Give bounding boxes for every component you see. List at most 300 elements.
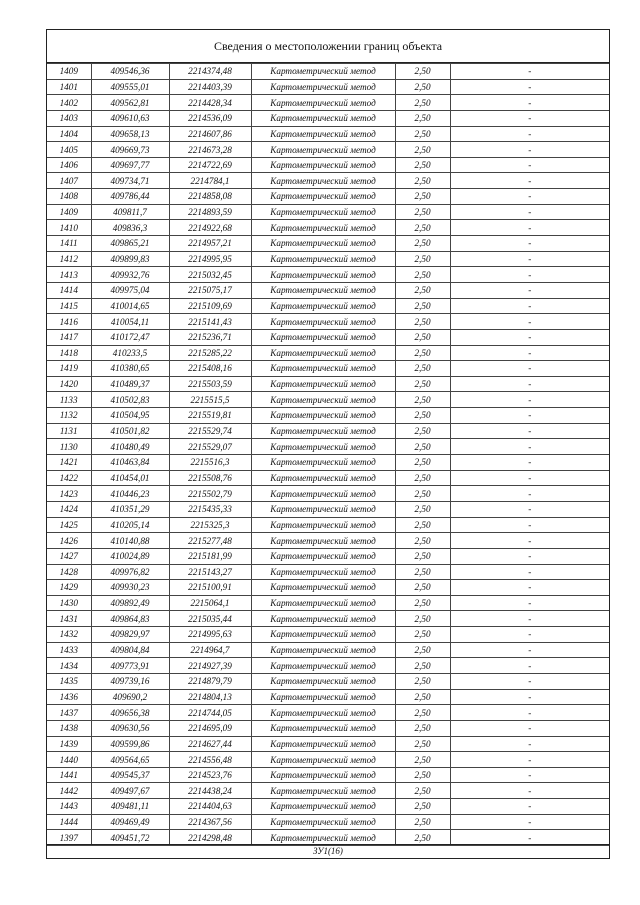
accuracy-cell: 2,50 [395,455,450,471]
point-number-cell: 1424 [47,501,91,517]
x-coordinate-cell: 409892,49 [91,595,169,611]
y-coordinate-cell: 2214744,05 [169,705,251,721]
point-number-cell: 1397 [47,830,91,846]
description-cell: - [450,627,609,643]
y-coordinate-cell: 2215032,45 [169,267,251,283]
method-cell: Картометрический метод [251,830,395,846]
description-cell: - [450,533,609,549]
accuracy-cell: 2,50 [395,110,450,126]
x-coordinate-cell: 409930,23 [91,580,169,596]
y-coordinate-cell: 2214695,09 [169,720,251,736]
accuracy-cell: 2,50 [395,767,450,783]
accuracy-cell: 2,50 [395,611,450,627]
accuracy-cell: 2,50 [395,376,450,392]
description-cell: - [450,642,609,658]
method-cell: Картометрический метод [251,189,395,205]
y-coordinate-cell: 2215503,59 [169,376,251,392]
method-cell: Картометрический метод [251,720,395,736]
accuracy-cell: 2,50 [395,689,450,705]
method-cell: Картометрический метод [251,439,395,455]
description-cell: - [450,548,609,564]
description-cell: - [450,439,609,455]
y-coordinate-cell: 2214879,79 [169,673,251,689]
description-cell: - [450,392,609,408]
description-cell: - [450,251,609,267]
point-number-cell: 1408 [47,189,91,205]
table-row [47,408,609,424]
accuracy-cell: 2,50 [395,705,450,721]
x-coordinate-cell: 409899,83 [91,251,169,267]
table-row [47,282,609,298]
x-coordinate-cell: 410380,65 [91,361,169,377]
table-row [47,611,609,627]
point-number-cell: 1444 [47,814,91,830]
point-number-cell: 1420 [47,376,91,392]
accuracy-cell: 2,50 [395,282,450,298]
x-coordinate-cell: 410489,37 [91,376,169,392]
accuracy-cell: 2,50 [395,95,450,111]
description-cell: - [450,455,609,471]
document-title: Сведения о местоположении границ объекта [47,30,609,63]
description-cell: - [450,79,609,95]
description-cell: - [450,110,609,126]
table-row [47,204,609,220]
x-coordinate-cell: 409630,56 [91,720,169,736]
accuracy-cell: 2,50 [395,533,450,549]
table-row [47,329,609,345]
description-cell: - [450,204,609,220]
point-number-cell: 1405 [47,142,91,158]
method-cell: Картометрический метод [251,642,395,658]
x-coordinate-cell: 409690,2 [91,689,169,705]
point-number-cell: 1442 [47,783,91,799]
x-coordinate-cell: 409804,84 [91,642,169,658]
point-number-cell: 1435 [47,673,91,689]
x-coordinate-cell: 409469,49 [91,814,169,830]
y-coordinate-cell: 2215075,17 [169,282,251,298]
method-cell: Картометрический метод [251,564,395,580]
method-cell: Картометрический метод [251,752,395,768]
description-cell: - [450,126,609,142]
table-row [47,220,609,236]
point-number-cell: 1403 [47,110,91,126]
y-coordinate-cell: 2214367,56 [169,814,251,830]
description-cell: - [450,95,609,111]
description-cell: - [450,282,609,298]
accuracy-cell: 2,50 [395,564,450,580]
method-cell: Картометрический метод [251,314,395,330]
point-number-cell: 1421 [47,455,91,471]
table-row [47,361,609,377]
method-cell: Картометрический метод [251,658,395,674]
table-row [47,470,609,486]
y-coordinate-cell: 2214957,21 [169,236,251,252]
x-coordinate-cell: 409610,63 [91,110,169,126]
method-cell: Картометрический метод [251,173,395,189]
x-coordinate-cell: 409864,83 [91,611,169,627]
table-row [47,564,609,580]
y-coordinate-cell: 2214964,7 [169,642,251,658]
table-row [47,814,609,830]
table-row [47,267,609,283]
y-coordinate-cell: 2215502,79 [169,486,251,502]
point-number-cell: 1418 [47,345,91,361]
accuracy-cell: 2,50 [395,361,450,377]
x-coordinate-cell: 410351,29 [91,501,169,517]
x-coordinate-cell: 409932,76 [91,267,169,283]
method-cell: Картометрический метод [251,220,395,236]
method-cell: Картометрический метод [251,783,395,799]
y-coordinate-cell: 2214893,59 [169,204,251,220]
x-coordinate-cell: 409811,7 [91,204,169,220]
x-coordinate-cell: 409976,82 [91,564,169,580]
point-number-cell: 1417 [47,329,91,345]
description-cell: - [450,720,609,736]
method-cell: Картометрический метод [251,767,395,783]
y-coordinate-cell: 2214927,39 [169,658,251,674]
x-coordinate-cell: 410205,14 [91,517,169,533]
method-cell: Картометрический метод [251,548,395,564]
x-coordinate-cell: 409734,71 [91,173,169,189]
point-number-cell: 1436 [47,689,91,705]
description-cell: - [450,486,609,502]
description-cell: - [450,298,609,314]
y-coordinate-cell: 2214298,48 [169,830,251,846]
point-number-cell: 1440 [47,752,91,768]
description-cell: - [450,736,609,752]
point-number-cell: 1441 [47,767,91,783]
table-row [47,736,609,752]
accuracy-cell: 2,50 [395,517,450,533]
description-cell: - [450,236,609,252]
x-coordinate-cell: 409739,16 [91,673,169,689]
method-cell: Картометрический метод [251,705,395,721]
table-row [47,314,609,330]
accuracy-cell: 2,50 [395,345,450,361]
y-coordinate-cell: 2214804,13 [169,689,251,705]
point-number-cell: 1419 [47,361,91,377]
y-coordinate-cell: 2214374,48 [169,64,251,80]
accuracy-cell: 2,50 [395,267,450,283]
x-coordinate-cell: 410480,49 [91,439,169,455]
accuracy-cell: 2,50 [395,423,450,439]
method-cell: Картометрический метод [251,595,395,611]
x-coordinate-cell: 409697,77 [91,157,169,173]
table-row [47,752,609,768]
description-cell: - [450,799,609,815]
y-coordinate-cell: 2215516,3 [169,455,251,471]
y-coordinate-cell: 2215100,91 [169,580,251,596]
accuracy-cell: 2,50 [395,830,450,846]
description-cell: - [450,830,609,846]
document-frame [46,29,610,859]
x-coordinate-cell: 410504,95 [91,408,169,424]
x-coordinate-cell: 409865,21 [91,236,169,252]
accuracy-cell: 2,50 [395,142,450,158]
description-cell: - [450,767,609,783]
point-number-cell: 1413 [47,267,91,283]
accuracy-cell: 2,50 [395,251,450,267]
y-coordinate-cell: 2214995,63 [169,627,251,643]
description-cell: - [450,329,609,345]
description-cell: - [450,173,609,189]
method-cell: Картометрический метод [251,408,395,424]
table-row [47,392,609,408]
description-cell: - [450,408,609,424]
method-cell: Картометрический метод [251,486,395,502]
y-coordinate-cell: 2214784,1 [169,173,251,189]
method-cell: Картометрический метод [251,455,395,471]
description-cell: - [450,470,609,486]
table-row [47,251,609,267]
y-coordinate-cell: 2215435,33 [169,501,251,517]
x-coordinate-cell: 409481,11 [91,799,169,815]
method-cell: Картометрический метод [251,204,395,220]
description-cell: - [450,423,609,439]
x-coordinate-cell: 410233,5 [91,345,169,361]
x-coordinate-cell: 410446,23 [91,486,169,502]
method-cell: Картометрический метод [251,282,395,298]
x-coordinate-cell: 409669,73 [91,142,169,158]
table-row [47,689,609,705]
table-row [47,799,609,815]
accuracy-cell: 2,50 [395,752,450,768]
x-coordinate-cell: 409497,67 [91,783,169,799]
table-row [47,298,609,314]
point-number-cell: 1410 [47,220,91,236]
point-number-cell: 1433 [47,642,91,658]
y-coordinate-cell: 2215519,81 [169,408,251,424]
point-number-cell: 1130 [47,439,91,455]
point-number-cell: 1406 [47,157,91,173]
point-number-cell: 1425 [47,517,91,533]
accuracy-cell: 2,50 [395,783,450,799]
description-cell: - [450,501,609,517]
method-cell: Картометрический метод [251,736,395,752]
x-coordinate-cell: 409773,91 [91,658,169,674]
table-row [47,642,609,658]
accuracy-cell: 2,50 [395,470,450,486]
accuracy-cell: 2,50 [395,658,450,674]
point-number-cell: 1434 [47,658,91,674]
x-coordinate-cell: 409555,01 [91,79,169,95]
point-number-cell: 1415 [47,298,91,314]
y-coordinate-cell: 2214858,08 [169,189,251,205]
table-row [47,533,609,549]
y-coordinate-cell: 2215236,71 [169,329,251,345]
x-coordinate-cell: 410454,01 [91,470,169,486]
accuracy-cell: 2,50 [395,79,450,95]
x-coordinate-cell: 409829,97 [91,627,169,643]
table-row [47,720,609,736]
point-number-cell: 1132 [47,408,91,424]
x-coordinate-cell: 409836,3 [91,220,169,236]
y-coordinate-cell: 2215508,76 [169,470,251,486]
table-row [47,376,609,392]
description-cell: - [450,64,609,80]
accuracy-cell: 2,50 [395,814,450,830]
method-cell: Картометрический метод [251,533,395,549]
accuracy-cell: 2,50 [395,392,450,408]
method-cell: Картометрический метод [251,329,395,345]
point-number-cell: 1430 [47,595,91,611]
method-cell: Картометрический метод [251,267,395,283]
point-number-cell: 1438 [47,720,91,736]
point-number-cell: 1437 [47,705,91,721]
description-cell: - [450,564,609,580]
point-number-cell: 1133 [47,392,91,408]
table-row [47,517,609,533]
method-cell: Картометрический метод [251,423,395,439]
x-coordinate-cell: 409562,81 [91,95,169,111]
method-cell: Картометрический метод [251,110,395,126]
y-coordinate-cell: 2215529,74 [169,423,251,439]
boundary-points-table [47,63,609,846]
method-cell: Картометрический метод [251,142,395,158]
y-coordinate-cell: 2214403,39 [169,79,251,95]
accuracy-cell: 2,50 [395,64,450,80]
y-coordinate-cell: 2214428,34 [169,95,251,111]
point-number-cell: 1407 [47,173,91,189]
x-coordinate-cell: 410172,47 [91,329,169,345]
description-cell: - [450,673,609,689]
y-coordinate-cell: 2214607,86 [169,126,251,142]
method-cell: Картометрический метод [251,627,395,643]
document-footer: ЗУ1(16) [47,844,609,858]
accuracy-cell: 2,50 [395,157,450,173]
table-row [47,142,609,158]
y-coordinate-cell: 2214627,44 [169,736,251,752]
method-cell: Картометрический метод [251,361,395,377]
table-row [47,486,609,502]
table-row [47,595,609,611]
method-cell: Картометрический метод [251,392,395,408]
accuracy-cell: 2,50 [395,329,450,345]
table-row [47,173,609,189]
accuracy-cell: 2,50 [395,736,450,752]
y-coordinate-cell: 2215181,99 [169,548,251,564]
y-coordinate-cell: 2214556,48 [169,752,251,768]
y-coordinate-cell: 2215285,22 [169,345,251,361]
accuracy-cell: 2,50 [395,236,450,252]
x-coordinate-cell: 409599,86 [91,736,169,752]
table-row [47,345,609,361]
table-row [47,236,609,252]
method-cell: Картометрический метод [251,79,395,95]
method-cell: Картометрический метод [251,501,395,517]
table-row [47,767,609,783]
y-coordinate-cell: 2214722,69 [169,157,251,173]
y-coordinate-cell: 2215515,5 [169,392,251,408]
point-number-cell: 1414 [47,282,91,298]
method-cell: Картометрический метод [251,251,395,267]
description-cell: - [450,580,609,596]
x-coordinate-cell: 410014,65 [91,298,169,314]
x-coordinate-cell: 410463,84 [91,455,169,471]
y-coordinate-cell: 2214673,28 [169,142,251,158]
description-cell: - [450,814,609,830]
description-cell: - [450,376,609,392]
description-cell: - [450,267,609,283]
point-number-cell: 1443 [47,799,91,815]
table-body [47,64,609,846]
table-row [47,673,609,689]
description-cell: - [450,142,609,158]
accuracy-cell: 2,50 [395,799,450,815]
table-row [47,783,609,799]
method-cell: Картометрический метод [251,298,395,314]
y-coordinate-cell: 2215141,43 [169,314,251,330]
y-coordinate-cell: 2215109,69 [169,298,251,314]
x-coordinate-cell: 409564,65 [91,752,169,768]
point-number-cell: 1422 [47,470,91,486]
point-number-cell: 1429 [47,580,91,596]
y-coordinate-cell: 2214995,95 [169,251,251,267]
table-row [47,455,609,471]
accuracy-cell: 2,50 [395,501,450,517]
method-cell: Картометрический метод [251,611,395,627]
accuracy-cell: 2,50 [395,673,450,689]
accuracy-cell: 2,50 [395,486,450,502]
point-number-cell: 1404 [47,126,91,142]
table-row [47,580,609,596]
description-cell: - [450,189,609,205]
accuracy-cell: 2,50 [395,595,450,611]
point-number-cell: 1409 [47,64,91,80]
y-coordinate-cell: 2215408,16 [169,361,251,377]
accuracy-cell: 2,50 [395,126,450,142]
accuracy-cell: 2,50 [395,189,450,205]
point-number-cell: 1401 [47,79,91,95]
x-coordinate-cell: 409546,36 [91,64,169,80]
method-cell: Картометрический метод [251,673,395,689]
y-coordinate-cell: 2214536,09 [169,110,251,126]
x-coordinate-cell: 409975,04 [91,282,169,298]
description-cell: - [450,595,609,611]
description-cell: - [450,705,609,721]
point-number-cell: 1431 [47,611,91,627]
table-row [47,95,609,111]
y-coordinate-cell: 2214922,68 [169,220,251,236]
x-coordinate-cell: 409658,13 [91,126,169,142]
point-number-cell: 1423 [47,486,91,502]
y-coordinate-cell: 2215277,48 [169,533,251,549]
x-coordinate-cell: 409786,44 [91,189,169,205]
table-row [47,157,609,173]
accuracy-cell: 2,50 [395,720,450,736]
x-coordinate-cell: 409451,72 [91,830,169,846]
method-cell: Картометрический метод [251,376,395,392]
y-coordinate-cell: 2215325,3 [169,517,251,533]
x-coordinate-cell: 410140,88 [91,533,169,549]
description-cell: - [450,783,609,799]
accuracy-cell: 2,50 [395,204,450,220]
description-cell: - [450,345,609,361]
point-number-cell: 1416 [47,314,91,330]
table-row [47,548,609,564]
accuracy-cell: 2,50 [395,173,450,189]
accuracy-cell: 2,50 [395,408,450,424]
method-cell: Картометрический метод [251,345,395,361]
point-number-cell: 1412 [47,251,91,267]
table-row [47,423,609,439]
accuracy-cell: 2,50 [395,439,450,455]
point-number-cell: 1427 [47,548,91,564]
table-row [47,110,609,126]
description-cell: - [450,361,609,377]
method-cell: Картометрический метод [251,157,395,173]
y-coordinate-cell: 2215143,27 [169,564,251,580]
